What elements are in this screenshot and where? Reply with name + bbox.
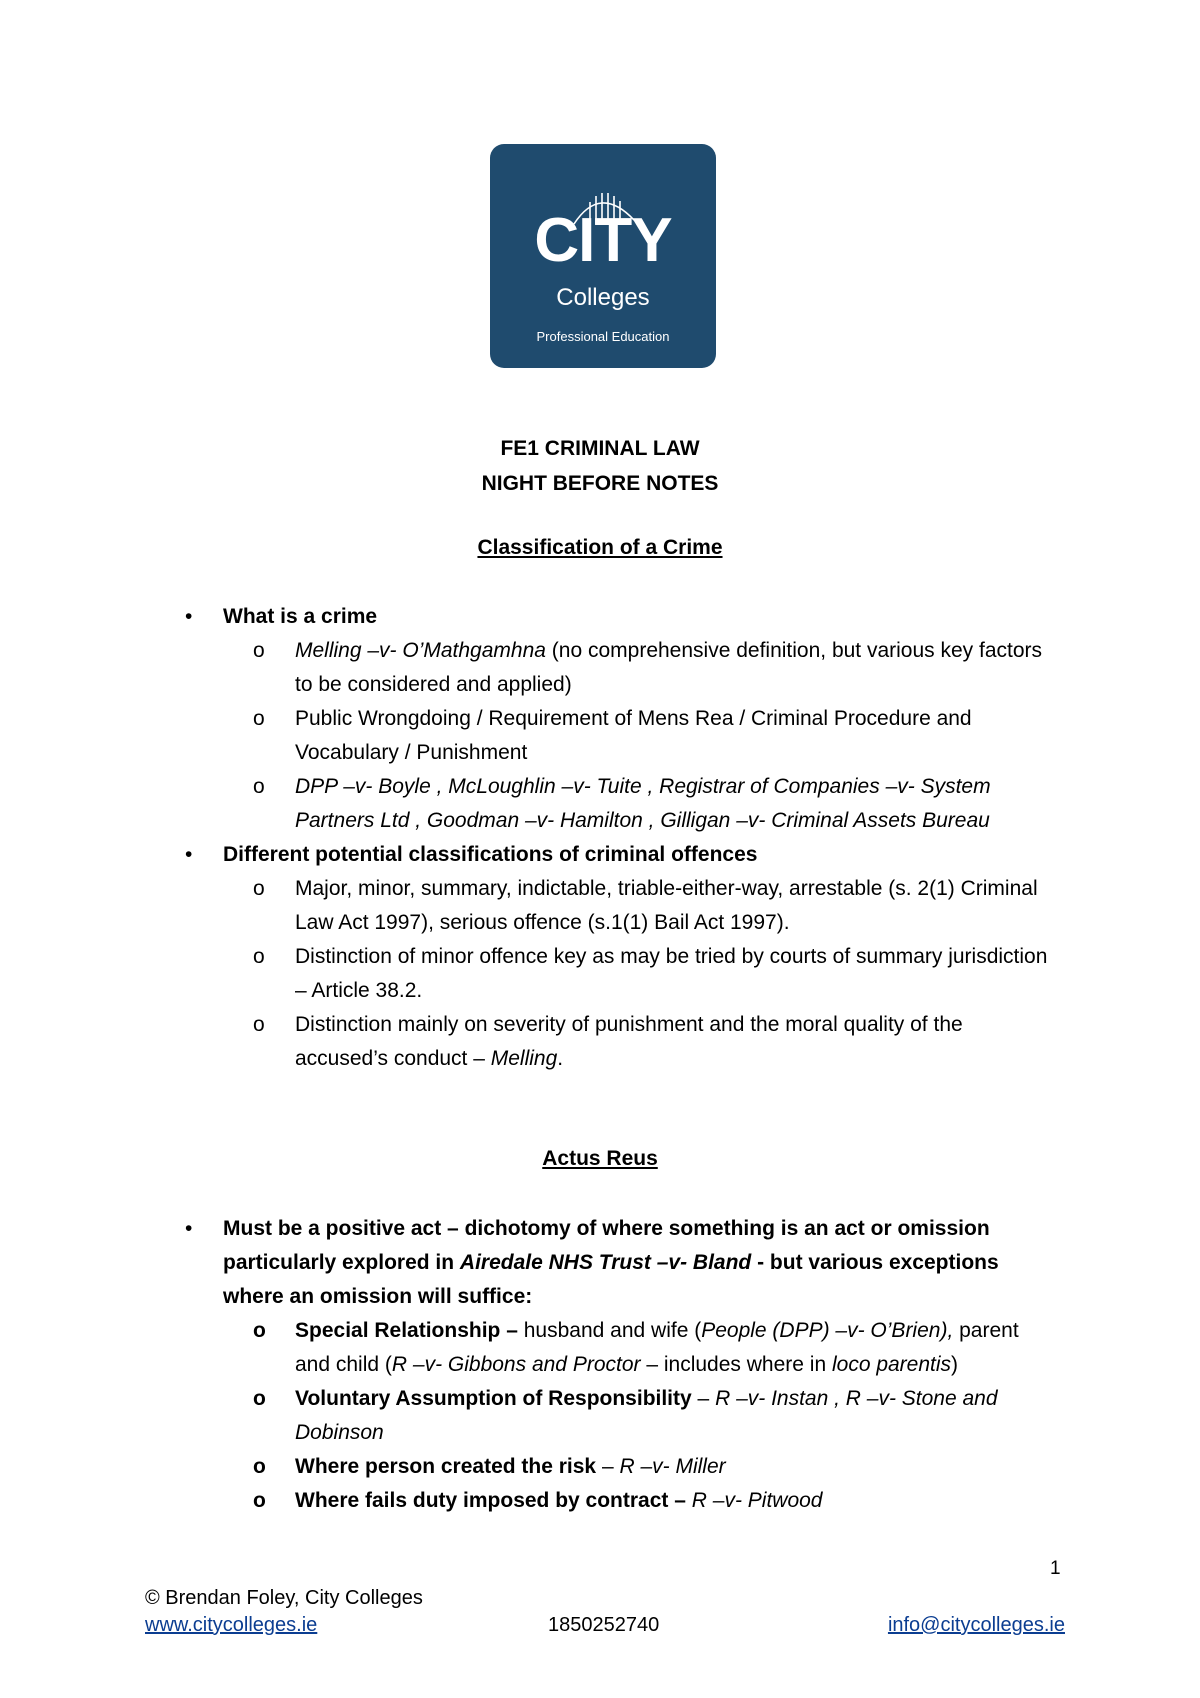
- section-heading-actus-reus: Actus Reus: [542, 1147, 658, 1170]
- logo-brand: CITY: [534, 206, 672, 275]
- item-label: Where fails duty imposed by contract –: [295, 1489, 686, 1512]
- actus-reus-list: [0, 1212, 1200, 1518]
- logo-name: Colleges: [556, 284, 650, 311]
- sub-list-item: [0, 940, 1055, 1008]
- item-text: ): [951, 1353, 959, 1376]
- title-line-1: FE1 CRIMINAL LAW: [500, 437, 700, 460]
- footer-copyright: © Brendan Foley, City Colleges: [145, 1587, 423, 1609]
- bullet-label: What is a crime: [223, 605, 378, 628]
- sub-list: [0, 872, 1200, 1076]
- classification-list: [0, 600, 1200, 1076]
- city-colleges-logo: [490, 144, 716, 368]
- page-number: 1: [1050, 1558, 1061, 1579]
- item-label: Where person created the risk: [295, 1455, 597, 1478]
- title-line-2: NIGHT BEFORE NOTES: [481, 472, 719, 495]
- case-name: Melling –v- O’Mathgamhna: [295, 639, 546, 662]
- sub-list-item: [0, 872, 1055, 940]
- sub-list-item: [0, 1484, 1055, 1518]
- sub-list-item: [0, 1008, 1055, 1076]
- case-name: R –v- Instan , R –v- Stone and Dobinson: [295, 1387, 998, 1444]
- case-name: R –v- Gibbons and Proctor: [391, 1353, 641, 1376]
- list-item: [0, 838, 1043, 872]
- sub-list-item: [0, 1382, 1055, 1450]
- item-text: –: [691, 1387, 716, 1410]
- item-text: - but various exceptions where an omission will suffice:: [223, 1251, 999, 1308]
- case-name: loco parentis: [831, 1353, 952, 1376]
- phone-number: 1850252740: [548, 1614, 660, 1636]
- logo-tagline: Professional Education: [536, 329, 670, 344]
- item-text: Must be a positive act – dichotomy of where something is an act or omission particularly explored in: [223, 1217, 990, 1274]
- case-name: DPP –v- Boyle , McLoughlin –v- Tuite , Registrar of Companies –v- System Partners Ltd , Goodman –v- Hamilton , Gilligan –v- Criminal Assets Bureau: [295, 775, 991, 832]
- case-name: Airedale NHS Trust –v- Bland: [459, 1251, 752, 1274]
- sub-list: [0, 1314, 1200, 1518]
- item-text: Distinction of minor offence key as may be tried by courts of summary jurisdiction – Article 38.2.: [295, 945, 1048, 1002]
- case-name: People (DPP) –v- O’Brien),: [701, 1319, 954, 1342]
- item-text: .: [557, 1047, 564, 1070]
- email-link[interactable]: info@citycolleges.ie: [887, 1614, 1065, 1636]
- bullet-label: Different potential classifications of criminal offences: [223, 843, 758, 866]
- item-text: husband and wife (: [517, 1319, 702, 1342]
- website-link[interactable]: www.citycolleges.ie: [145, 1614, 318, 1636]
- item-label: Voluntary Assumption of Responsibility: [295, 1387, 692, 1410]
- item-text: parent and child (: [295, 1319, 1019, 1376]
- item-text: –: [596, 1455, 620, 1478]
- sub-list: [0, 634, 1200, 838]
- section-heading-classification: Classification of a Crime: [477, 536, 723, 559]
- item-text: Distinction mainly on severity of punishment and the moral quality of the accused’s conduct –: [295, 1013, 963, 1070]
- sub-list-item: [0, 634, 1055, 702]
- item-text: Public Wrongdoing / Requirement of Mens Rea / Criminal Procedure and Vocabulary / Punishment: [295, 707, 972, 764]
- case-name: Melling: [490, 1047, 558, 1070]
- case-name: R –v- Miller: [619, 1455, 726, 1478]
- sub-list-item: [0, 770, 1055, 838]
- list-item: [0, 600, 1043, 634]
- case-name: R –v- Pitwood: [691, 1489, 823, 1512]
- item-label: Special Relationship –: [295, 1319, 518, 1342]
- document-title: [0, 431, 1200, 501]
- page-footer: [145, 1585, 1065, 1639]
- item-text: (no comprehensive definition, but various key factors to be considered and applied): [295, 639, 1043, 696]
- sub-list-item: [0, 1314, 1055, 1382]
- list-item: [0, 1212, 1043, 1314]
- sub-list-item: [0, 702, 1055, 770]
- sub-list-item: [0, 1450, 1055, 1484]
- footer-contact-row: [145, 1612, 1065, 1639]
- item-text: Major, minor, summary, indictable, triable-either-way, arrestable (s. 2(1) Criminal Law Act 1997), serious offence (s.1(1) Bail Act 1997).: [295, 877, 1038, 934]
- item-text: – includes where in: [640, 1353, 832, 1376]
